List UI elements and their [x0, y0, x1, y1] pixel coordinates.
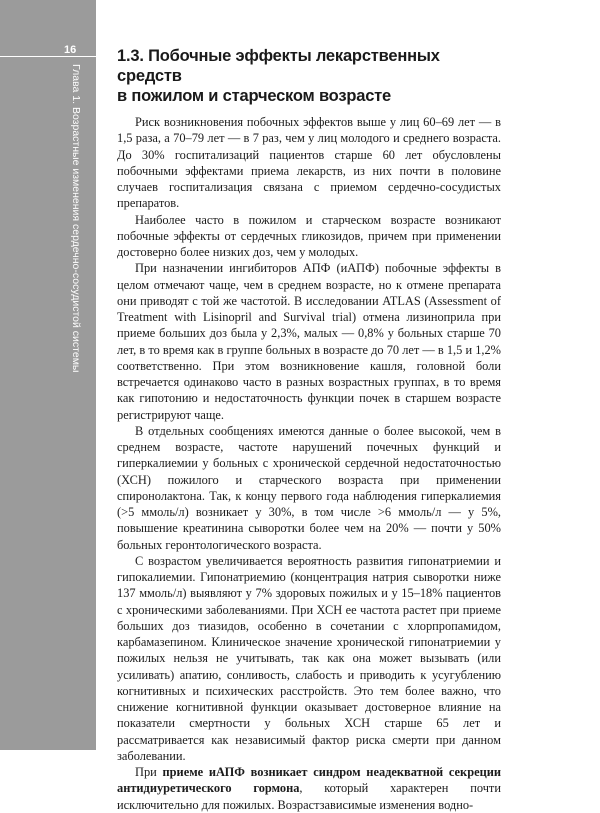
section-title-line1: 1.3. Побочные эффекты лекарственных средств — [117, 47, 440, 85]
paragraph-6-end: , который характерен почти исключительно для пожилых. Возрастзависимые изменения водно- — [117, 781, 501, 812]
chapter-title: Глава 1. Возрастные изменения сердечно-сосудистой системы — [70, 64, 82, 373]
page-number: 16 — [64, 44, 77, 56]
page-sidebar — [0, 0, 96, 750]
section-heading — [117, 46, 501, 106]
paragraph-6-emphasis: приеме иАПФ возникает синдром неадекватной секреции антидиуретического гормона — [117, 765, 502, 796]
paragraph-1: Риск возникновения побочных эффектов выше у лиц 60–69 лет — в 1,5 раза, а 70–79 лет — в 7 раз, чем у лиц молодого и среднего возраста. До 30% госпитализаций пациентов старше 60 лет обусловлены побочными эффектами приема лекарств, из них почти в половине случаев госпитализация связана с приемом сердечно-сосудистых препаратов. — [117, 115, 501, 211]
paragraph-6-start: При — [135, 765, 163, 779]
paragraph-2: Наиболее часто в пожилом и старческом возрасте возникают побочные эффекты от сердечных гликозидов, причем при применении достоверно более низких доз, чем у молодых. — [117, 212, 501, 259]
paragraph-6 — [117, 764, 501, 813]
section-title-line2: в пожилом и старческом возрасте — [117, 87, 392, 105]
sidebar-divider — [0, 56, 96, 57]
paragraph-3: При назначении ингибиторов АПФ (иАПФ) побочные эффекты в целом отмечают чаще, чем в среднем возрасте, но к отмене препарата они приводят с той же частотой. В исследовании ATLAS (Assessment of Treatment with Lisinopril and Survival trial) отмена лизиноприла при приеме больших доз была у 2,3%, малых — 0,8% у больных старше 70 лет, в то время как в группе больных в возрасте до 70 лет — в 1,5 и 1,2% соответственно. При этом возникновение кашля, головной боли встречается одинаково часто в разных возрастных группах, в то время как гипотонию и недостаточность функции почек в старшем возрасте регистрируют чаще. — [117, 261, 501, 422]
paragraph-5: С возрастом увеличивается вероятность развития гипонатриемии и гипокалиемии. Гипонатриемию (концентрация натрия сыворотки ниже 137 ммоль/л) выявляют у 7% здоровых пожилых и у 15–18% пациентов с хроническими заболеваниями. При ХСН ее частота растет при приеме больших доз тиазидов, особенно в сочетании с хлорпропамидом, карбамазепином. Клиническое значение хронической гипонатриемии у пожилых нельзя не учитывать, так как она может вызывать (или усиливать) апатию, сонливость, слабость и приводить к усугублению когнитивных и психических расстройств. Это тем более важно, что снижение когнитивной функции оказывает достоверное влияние на показатели смертности у больных ХСН старше 65 лет и рассматривается как независимый фактор риска смерти при данном заболевании. — [117, 553, 501, 763]
paragraph-4: В отдельных сообщениях имеются данные о более высокой, чем в среднем возрасте, частоте нарушений почечных функций и гиперкалиемии у больных с хронической сердечной недостаточностью (ХСН) пожилого и старческого возраста при применении спиронолактона. Так, к концу первого года наблюдения гиперкалиемия (>5 ммоль/л) возникает у 30%, в том числе >6 ммоль/л — у 5%, повышение креатинина сыворотки более чем на 20% — почти у 50% больных геронтологического возраста. — [117, 423, 501, 552]
page-content — [117, 46, 501, 813]
